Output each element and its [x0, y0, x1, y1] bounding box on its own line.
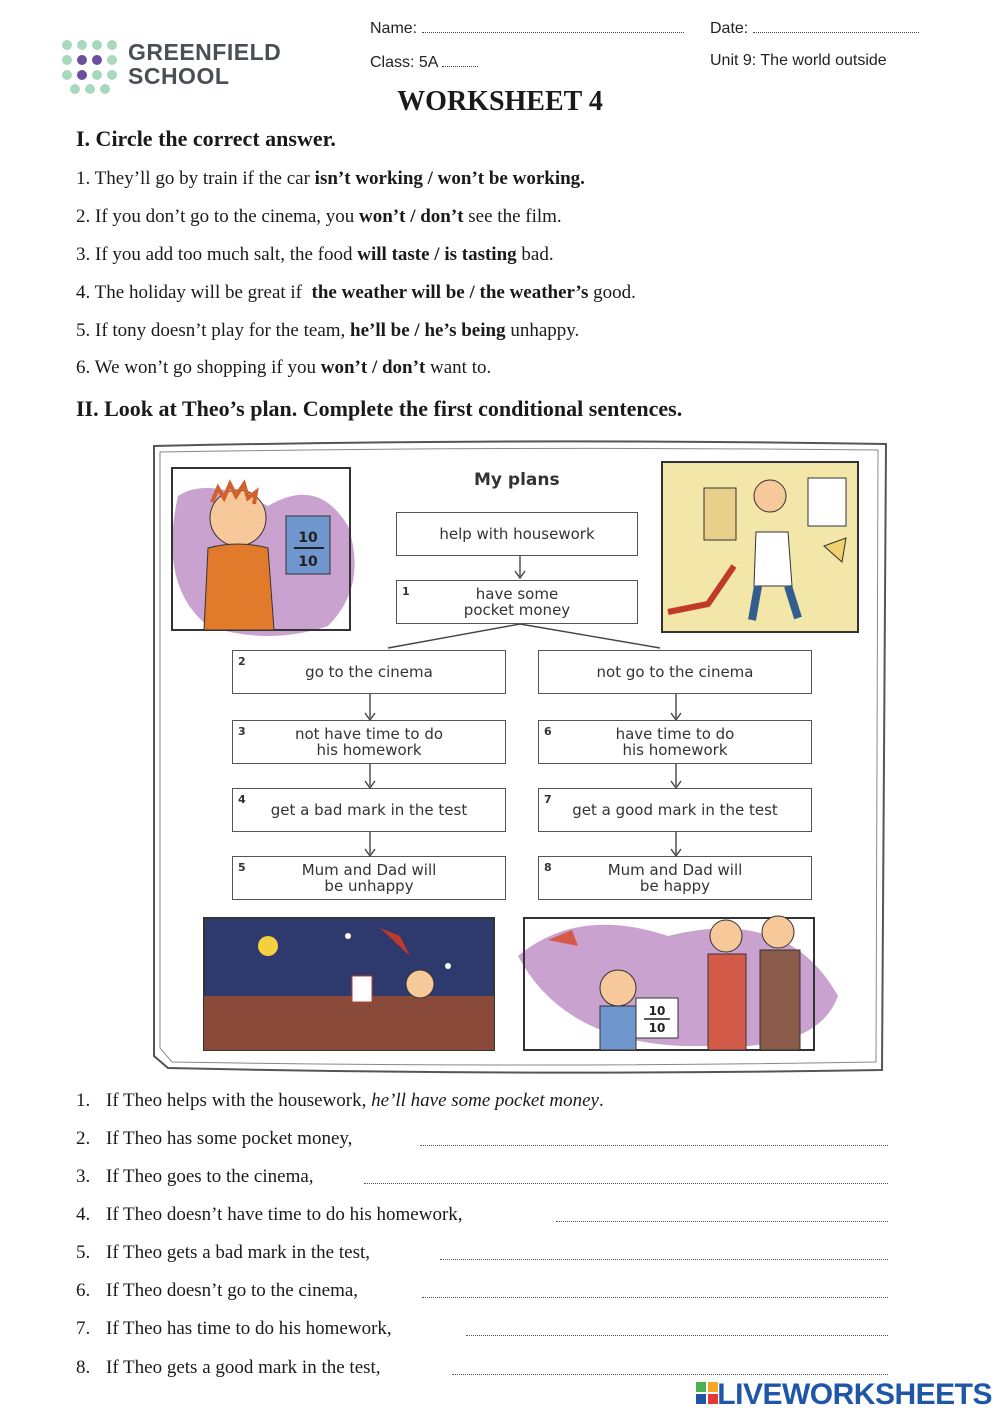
date-field[interactable] — [710, 18, 919, 38]
answer-4: 4. If Theo doesn’t have time to do his homework, — [76, 1204, 463, 1225]
date-label: Date: — [710, 20, 749, 37]
answer-choices-4[interactable]: the weather will be / the weather’s — [311, 282, 589, 303]
question-5[interactable]: 5. If tony doesn’t play for the team, he’ll be / he’s being unhappy. — [76, 320, 580, 341]
question-3[interactable]: 3. If you add too much salt, the food will taste / is tasting bad. — [76, 244, 554, 265]
answer-7: 7. If Theo has time to do his homework, — [76, 1318, 392, 1339]
answer-choices-2[interactable]: won’t / don’t — [359, 206, 464, 227]
answer-choices-3[interactable]: will taste / is tasting — [357, 244, 517, 265]
paper-score-bottom: 10 — [648, 1021, 666, 1035]
answer-2: 2. If Theo has some pocket money, — [76, 1128, 353, 1149]
my-plans-title: My plans — [474, 470, 560, 490]
plan-box-2: 2 go to the cinema — [232, 650, 506, 694]
answer-3: 3. If Theo goes to the cinema, — [76, 1166, 314, 1187]
plans-diagram — [148, 436, 890, 1076]
class-label: Class: 5A — [370, 54, 438, 71]
theo-cinema-picture — [204, 918, 494, 1050]
answer-choices-6[interactable]: won’t / don’t — [320, 357, 426, 378]
plan-box-not-cinema: not go to the cinema — [538, 650, 812, 694]
answer-4-blank[interactable] — [556, 1221, 888, 1222]
svg-text:10: 10 — [298, 530, 318, 546]
answer-choices-5[interactable]: he’ll be / he’s being — [350, 320, 506, 341]
school-name-line2: SCHOOL — [128, 63, 230, 89]
school-name — [128, 40, 281, 88]
question-2[interactable]: 2. If you don’t go to the cinema, you won’t / don’t see the film. — [76, 206, 562, 227]
name-label: Name: — [370, 20, 418, 37]
plan-box-5: 5 Mum and Dad will be unhappy — [232, 856, 506, 900]
answer-6: 6. If Theo doesn’t go to the cinema, — [76, 1280, 359, 1301]
class-field — [370, 52, 478, 72]
plan-box-6: 6 have time to do his homework — [538, 720, 812, 764]
svg-text:10: 10 — [298, 554, 318, 570]
unit-label: Unit 9: The world outside — [710, 52, 887, 69]
plan-box-8: 8 Mum and Dad will be happy — [538, 856, 812, 900]
section1-heading: I. Circle the correct answer. — [76, 126, 336, 151]
plan-box-4: 4 get a bad mark in the test — [232, 788, 506, 832]
plan-box-1: 1 have some pocket money — [396, 580, 638, 624]
question-6[interactable]: 6. We won’t go shopping if you won’t / don’t want to. — [76, 357, 492, 378]
plan-box-7: 7 get a good mark in the test — [538, 788, 812, 832]
answer-8: 8. If Theo gets a good mark in the test, — [76, 1357, 381, 1378]
answer-7-blank[interactable] — [466, 1335, 888, 1336]
answer-1: 1. If Theo helps with the housework, he’ll have some pocket money. — [76, 1090, 604, 1111]
worksheet-title: WORKSHEET 4 — [397, 86, 603, 117]
theo-housework-picture — [662, 462, 858, 632]
liveworksheets-brand: LIVEWORKSHEETS — [717, 1378, 992, 1411]
answer-3-blank[interactable] — [364, 1183, 888, 1184]
answer-6-blank[interactable] — [422, 1297, 888, 1298]
question-4[interactable]: 4. The holiday will be great if the weather will be / the weather’s good. — [76, 282, 636, 303]
answer-2-blank[interactable] — [420, 1145, 888, 1146]
question-1[interactable]: 1. They’ll go by train if the car isn’t working / won’t be working. — [76, 168, 585, 189]
answer-5: 5. If Theo gets a bad mark in the test, — [76, 1242, 370, 1263]
name-field[interactable] — [370, 18, 684, 38]
plan-top-box: help with housework — [396, 512, 638, 556]
plan-box-3: 3 not have time to do his homework — [232, 720, 506, 764]
example-answer: he’ll have some pocket money — [371, 1090, 599, 1111]
paper-score-top: 10 — [648, 1004, 666, 1018]
answer-choices-1[interactable]: isn’t working / won’t be working. — [314, 168, 585, 189]
answer-5-blank[interactable] — [440, 1259, 888, 1260]
answer-8-blank[interactable] — [452, 1374, 888, 1375]
section2-heading: II. Look at Theo’s plan. Complete the first conditional sentences. — [76, 396, 683, 421]
school-name-line1: GREENFIELD — [128, 39, 282, 65]
